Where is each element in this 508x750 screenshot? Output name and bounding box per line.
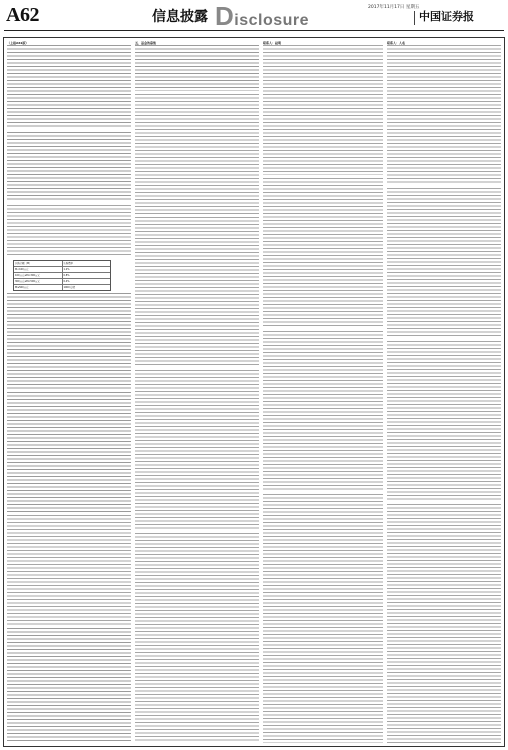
page-header (4, 2, 504, 31)
text-block (387, 504, 501, 743)
text-column-2 (135, 41, 259, 743)
text-block (263, 494, 383, 743)
text-block (135, 45, 259, 91)
text-block (7, 205, 131, 257)
text-block (387, 341, 501, 501)
table-cell: M<100万元 (14, 267, 63, 272)
content-frame (3, 37, 505, 747)
section-title: 信息披露 (152, 9, 208, 25)
text-column-3 (263, 41, 383, 743)
text-block (135, 533, 259, 743)
text-column-4 (387, 41, 501, 743)
text-block (263, 45, 383, 175)
column-3-heading: 联系人：赵明 (263, 41, 282, 45)
table-cell: 0.8% (63, 274, 70, 277)
text-block (135, 94, 259, 214)
text-column-1 (7, 41, 131, 743)
text-block (7, 132, 131, 202)
section-title-english-rest: isclosure (234, 12, 310, 29)
table-cell: 1000元/笔 (63, 286, 76, 289)
column-2-heading: 五、基金的募集 (135, 41, 157, 45)
text-block (7, 628, 131, 743)
text-block (7, 293, 131, 389)
text-block (263, 178, 383, 328)
table-cell: 1.2% (63, 268, 70, 271)
section-title-english (215, 1, 310, 31)
column-1-heading: （上接A61版） (7, 41, 29, 45)
text-block (263, 331, 383, 491)
fee-table (13, 260, 111, 291)
table-cell: 100万元≤M<300万元 (14, 273, 63, 278)
text-block (387, 188, 501, 338)
text-block (387, 45, 501, 185)
table-cell: 0.4% (63, 280, 70, 283)
text-block (135, 217, 259, 367)
text-block (135, 370, 259, 530)
page-number: A62 (6, 4, 39, 26)
header-divider (414, 11, 415, 25)
text-block (7, 45, 131, 129)
section-title-english-initial: D (215, 1, 235, 31)
text-block (7, 392, 131, 512)
table-header-cell: 认购费率 (63, 262, 74, 265)
table-cell: 300万元≤M<500万元 (14, 279, 63, 284)
column-4-heading: 联系人：人名 (387, 41, 406, 45)
table-row (14, 285, 110, 290)
table-cell: M≥500万元 (14, 285, 63, 290)
issue-date: 2017年11月17日 星期五 (368, 5, 420, 10)
table-header-cell: 认购金额（M） (14, 261, 63, 266)
newspaper-name: 中国证券报 (419, 10, 474, 23)
text-block (7, 515, 131, 625)
